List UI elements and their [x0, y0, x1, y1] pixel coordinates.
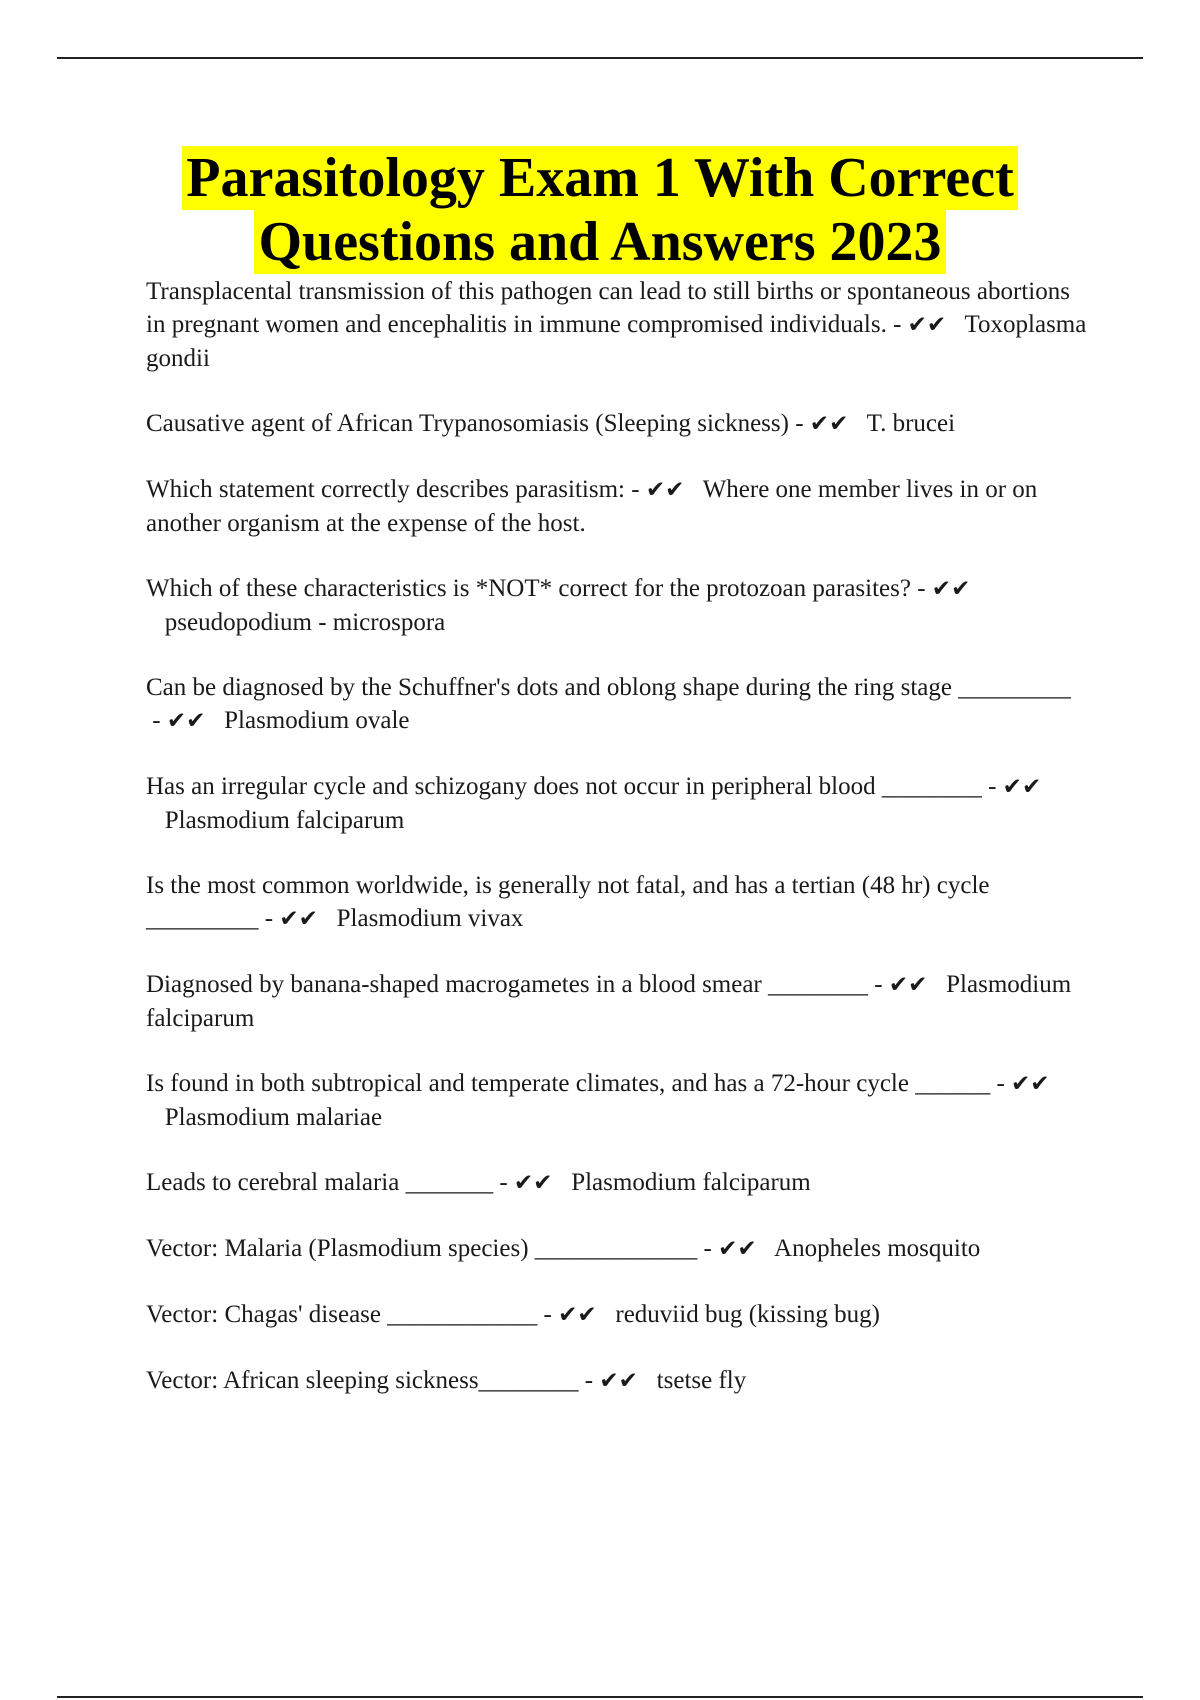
- document-title: [0, 146, 1200, 274]
- qa-item: Vector: Chagas' disease ____________ - ✔✔ reduviid bug (kissing bug): [146, 1301, 880, 1328]
- check-icon: ✔✔: [1011, 1071, 1050, 1097]
- check-icon: ✔✔: [931, 576, 971, 602]
- question-text: Transplacental transmission of this pathogen can lead to still births or spontaneous abortions in pregnant women and encephalitis in immune compromised individuals.: [146, 278, 1070, 338]
- question-text: Is found in both subtropical and temperate climates, and has a 72-hour cycle ______: [146, 1070, 991, 1097]
- question-text: Vector: African sleeping sickness________: [146, 1367, 579, 1394]
- qa-item: Transplacental transmission of this pathogen can lead to still births or spontaneous abortions in pregnant women and encephalitis in immune compromised individuals. - ✔✔ Toxoplasma gondii: [146, 278, 1087, 372]
- check-icon: ✔✔: [907, 312, 947, 338]
- check-icon: ✔✔: [279, 906, 318, 932]
- answer-text: Plasmodium vivax: [336, 905, 524, 932]
- question-text: Has an irregular cycle and schizogany does not occur in peripheral blood ________: [146, 773, 982, 800]
- check-icon: ✔✔: [1002, 774, 1042, 800]
- qa-item: Leads to cerebral malaria _______ - ✔✔ Plasmodium falciparum: [146, 1169, 811, 1196]
- answer-text: Plasmodium falciparum: [146, 971, 1072, 1032]
- check-icon: ✔✔: [809, 411, 849, 437]
- answer-text: T. brucei: [866, 410, 956, 437]
- qa-item: Can be diagnosed by the Schuffner's dots and oblong shape during the ring stage _________ - ✔✔ Plasmodium ovale: [146, 674, 1071, 734]
- question-text: Can be diagnosed by the Schuffner's dots and oblong shape during the ring stage _________: [146, 674, 1071, 701]
- check-icon: ✔✔: [645, 477, 685, 503]
- qa-item: Is the most common worldwide, is generally not fatal, and has a tertian (48 hr) cycle _________ - ✔✔ Plasmodium vivax: [146, 872, 990, 932]
- answer-text: reduviid bug (kissing bug): [615, 1301, 880, 1328]
- question-text: Vector: Chagas' disease ____________: [146, 1301, 538, 1328]
- question-text: Vector: Malaria (Plasmodium species) _____________: [146, 1235, 698, 1262]
- check-icon: ✔✔: [718, 1236, 757, 1262]
- qa-item: Is found in both subtropical and temperate climates, and has a 72-hour cycle ______ - ✔✔ Plasmodium malariae: [146, 1070, 1050, 1131]
- answer-text: tsetse fly: [656, 1367, 747, 1394]
- bottom-rule: [57, 1696, 1143, 1698]
- qa-list: [146, 275, 1091, 1430]
- check-icon: ✔✔: [513, 1170, 553, 1196]
- answer-text: Plasmodium falciparum: [164, 807, 405, 834]
- qa-item: Has an irregular cycle and schizogany does not occur in peripheral blood ________ - ✔✔ Plasmodium falciparum: [146, 773, 1042, 834]
- check-icon: ✔✔: [599, 1368, 638, 1394]
- check-icon: ✔✔: [166, 708, 206, 734]
- qa-item: Vector: Malaria (Plasmodium species) _____________ - ✔✔ Anopheles mosquito: [146, 1235, 981, 1262]
- answer-text: Anopheles mosquito: [774, 1235, 981, 1262]
- top-rule: [57, 57, 1143, 59]
- answer-text: Plasmodium ovale: [224, 707, 410, 734]
- qa-item: Causative agent of African Trypanosomiasis (Sleeping sickness) - ✔✔ T. brucei: [146, 410, 956, 437]
- question-text: Diagnosed by banana-shaped macrogametes in a blood smear ________: [146, 971, 869, 998]
- qa-item: Vector: African sleeping sickness________ - ✔✔ tsetse fly: [146, 1367, 747, 1394]
- answer-text: Where one member lives in or on another organism at the expense of the host.: [146, 476, 1038, 537]
- check-icon: ✔✔: [888, 972, 928, 998]
- title-line-2: Questions and Answers 2023: [254, 210, 945, 274]
- answer-text: Plasmodium falciparum: [571, 1169, 811, 1196]
- question-text: Which statement correctly describes parasitism:: [146, 476, 625, 503]
- title-line-1: Parasitology Exam 1 With Correct: [182, 146, 1017, 210]
- qa-item: Which of these characteristics is *NOT* correct for the protozoan parasites? - ✔✔ pseudopodium - microspora: [146, 575, 971, 636]
- question-text: Leads to cerebral malaria _______: [146, 1169, 494, 1196]
- question-text: Is the most common worldwide, is generally not fatal, and has a tertian (48 hr) cycle _________: [146, 872, 990, 932]
- check-icon: ✔✔: [558, 1302, 597, 1328]
- qa-item: Which statement correctly describes parasitism: - ✔✔ Where one member lives in or on another organism at the expense of the host.: [146, 476, 1038, 537]
- qa-item: Diagnosed by banana-shaped macrogametes in a blood smear ________ - ✔✔ Plasmodium falciparum: [146, 971, 1072, 1032]
- question-text: Causative agent of African Trypanosomiasis (Sleeping sickness): [146, 410, 789, 437]
- answer-text: pseudopodium - microspora: [164, 609, 446, 636]
- answer-text: Toxoplasma gondii: [146, 311, 1087, 372]
- answer-text: Plasmodium malariae: [164, 1104, 383, 1131]
- question-text: Which of these characteristics is *NOT* correct for the protozoan parasites?: [146, 575, 911, 602]
